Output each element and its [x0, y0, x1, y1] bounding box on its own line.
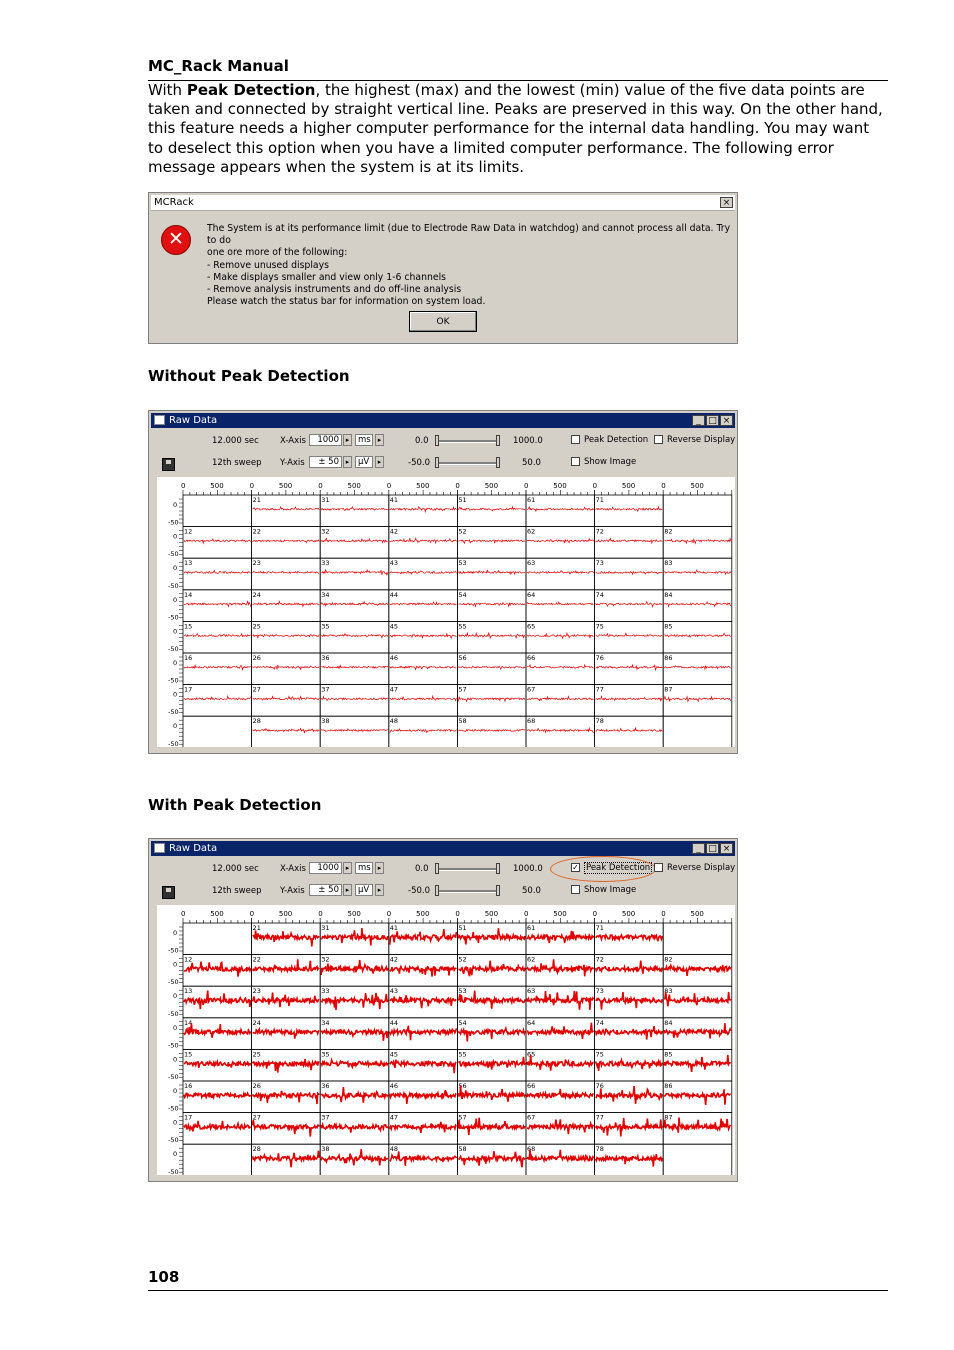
y-tick-label: -50 — [168, 518, 179, 527]
channel-label: 23 — [252, 987, 261, 996]
channel-label: 46 — [389, 654, 399, 662]
channel-label: 67 — [527, 1113, 536, 1122]
save-icon[interactable] — [162, 458, 175, 471]
intro-with: With — [148, 81, 187, 99]
channel-label: 68 — [527, 1145, 536, 1154]
x-tick-label: 500 — [347, 482, 361, 490]
channel-label: 38 — [321, 1145, 330, 1154]
channel-label: 53 — [458, 987, 467, 996]
y-axis-unit-select[interactable]: µV — [355, 456, 373, 468]
x-range-slider[interactable] — [435, 440, 499, 443]
y-range-slider[interactable] — [435, 890, 499, 893]
channel-label: 34 — [321, 590, 330, 599]
x-tick-label: 500 — [278, 482, 293, 490]
channel-label: 71 — [595, 924, 604, 932]
y-tick-label: 0 — [173, 1087, 178, 1095]
x-tick-label: 0 — [386, 482, 392, 490]
channel-label: 46 — [389, 1082, 399, 1090]
channel-label: 34 — [321, 1018, 330, 1027]
error-dialog — [148, 192, 738, 344]
window-icon — [154, 415, 165, 425]
channel-label: 14 — [184, 590, 193, 599]
channel-label: 83 — [664, 987, 673, 996]
reverse-display-checkbox[interactable] — [654, 863, 663, 872]
y-tick-label: 0 — [173, 532, 178, 541]
channel-label: 22 — [252, 527, 261, 536]
x-tick-label: 0 — [318, 910, 323, 918]
x-tick-label: 0 — [386, 910, 392, 918]
channel-label: 35 — [321, 1050, 330, 1059]
x-axis-input[interactable]: 1000 — [309, 862, 342, 874]
channel-label: 77 — [595, 685, 604, 694]
plot-background — [157, 905, 735, 1175]
y-tick-label: 0 — [173, 1150, 178, 1159]
x-tick-label: 500 — [621, 910, 636, 918]
channel-label: 86 — [664, 1082, 673, 1090]
show-image-label: Show Image — [584, 885, 637, 895]
channel-label: 78 — [595, 717, 604, 726]
y-slider-thumb[interactable] — [496, 885, 500, 896]
y-tick-label: -50 — [168, 1073, 179, 1081]
channel-label: 31 — [321, 924, 330, 932]
close-icon[interactable]: × — [720, 415, 733, 426]
y-axis-label: Y-Axis — [280, 458, 305, 468]
x-tick-label: 500 — [690, 910, 704, 918]
channel-label: 16 — [184, 654, 193, 662]
channel-label: 42 — [389, 527, 399, 536]
channel-label: 55 — [458, 622, 467, 631]
x-tick-label: 0 — [181, 482, 186, 490]
channel-label: 17 — [184, 685, 193, 694]
channel-label: 61 — [527, 496, 536, 504]
channel-label: 42 — [389, 955, 399, 964]
channel-label: 73 — [595, 987, 604, 996]
highlight-ring — [550, 856, 656, 882]
raw-data-titlebar — [151, 413, 735, 428]
channel-label: 63 — [527, 987, 536, 996]
y-min-value: -50.0 — [408, 886, 430, 896]
x-tick-label: 500 — [210, 482, 224, 490]
raw-data-title: Raw Data — [169, 843, 218, 854]
channel-label: 13 — [184, 987, 193, 996]
channel-label: 12 — [184, 955, 193, 964]
channel-label: 16 — [184, 1082, 193, 1090]
ok-button[interactable]: OK — [409, 311, 477, 332]
y-tick-label: 0 — [173, 722, 178, 731]
channel-label: 45 — [389, 1050, 399, 1059]
channel-label: 41 — [389, 496, 399, 504]
y-tick-label: 0 — [173, 659, 178, 667]
peak-detection-label: Peak Detection — [584, 435, 649, 445]
close-icon[interactable]: × — [720, 843, 733, 854]
channel-label: 52 — [458, 527, 467, 536]
peak-detection-label: Peak Detection — [586, 863, 651, 873]
section-without-peak: Without Peak Detection — [148, 367, 350, 385]
channel-label: 24 — [252, 590, 261, 599]
reverse-display-label: Reverse Display — [667, 435, 736, 445]
channel-label: 32 — [321, 527, 330, 536]
x-tick-label: 0 — [249, 482, 255, 490]
peak-detection-checkbox[interactable]: ✓ — [572, 863, 579, 872]
x-unit-spin-icon[interactable]: ▸ — [375, 862, 384, 874]
channel-label: 62 — [527, 527, 536, 536]
channel-label: 47 — [389, 685, 399, 694]
x-tick-label: 500 — [347, 910, 361, 918]
channel-label: 36 — [321, 1082, 330, 1090]
dialog-line: one ore more of the following: — [207, 247, 348, 259]
y-tick-label: -50 — [168, 946, 179, 955]
x-tick-label: 0 — [249, 910, 255, 918]
channel-label: 35 — [321, 622, 330, 631]
x-slider-thumb[interactable] — [496, 863, 500, 874]
channel-label: 76 — [595, 654, 604, 662]
channel-label: 31 — [321, 496, 330, 504]
close-icon[interactable]: × — [720, 197, 733, 208]
channel-label: 15 — [184, 1050, 193, 1059]
channel-label: 62 — [527, 955, 536, 964]
channel-label: 44 — [389, 1018, 399, 1027]
y-tick-label: 0 — [173, 1118, 178, 1127]
x-tick-label: 500 — [621, 482, 636, 490]
y-tick-label: 0 — [173, 627, 178, 636]
sweep-readout: 12th sweep — [212, 458, 262, 468]
channel-label: 57 — [458, 685, 467, 694]
x-tick-label: 500 — [553, 482, 567, 490]
x-tick-label: 0 — [524, 910, 529, 918]
raw-data-window-with-peak — [148, 838, 738, 1182]
dialog-line: - Remove unused displays — [207, 259, 329, 271]
y-tick-label: 0 — [173, 501, 178, 509]
channel-label: 48 — [389, 717, 399, 726]
channel-label: 53 — [458, 559, 467, 568]
x-tick-label: 500 — [416, 482, 430, 490]
x-axis-spin-icon[interactable]: ▸ — [343, 434, 352, 446]
channel-label: 85 — [664, 622, 673, 631]
y-range-slider[interactable] — [435, 462, 499, 465]
y-axis-spin-icon[interactable]: ▸ — [343, 884, 352, 896]
channel-label: 76 — [595, 1082, 604, 1090]
channel-label: 54 — [458, 1018, 467, 1027]
show-image-checkbox[interactable] — [571, 457, 580, 466]
channel-label: 41 — [389, 924, 399, 932]
channel-label: 47 — [389, 1113, 399, 1122]
channel-label: 43 — [389, 987, 399, 996]
channel-label: 27 — [252, 1113, 261, 1122]
section-with-peak: With Peak Detection — [148, 796, 322, 814]
channel-label: 72 — [595, 955, 604, 964]
reverse-display-label: Reverse Display — [667, 863, 736, 873]
y-tick-label: -50 — [168, 708, 179, 717]
channel-label: 51 — [458, 924, 467, 932]
channel-label: 66 — [527, 654, 536, 662]
show-image-label: Show Image — [584, 457, 637, 467]
channel-label: 44 — [389, 590, 399, 599]
y-tick-label: -50 — [168, 1167, 179, 1175]
channel-label: 78 — [595, 1145, 604, 1154]
x-tick-label: 0 — [592, 910, 598, 918]
channel-label: 65 — [527, 1050, 536, 1059]
channel-label: 74 — [595, 1018, 604, 1027]
channel-label: 12 — [184, 527, 193, 536]
channel-label: 86 — [664, 654, 673, 662]
channel-label: 52 — [458, 955, 467, 964]
channel-label: 87 — [664, 1113, 673, 1122]
channel-label: 21 — [252, 496, 261, 504]
x-tick-label: 500 — [278, 910, 293, 918]
y-tick-label: -50 — [168, 645, 179, 653]
x-max-value: 1000.0 — [513, 864, 543, 874]
channel-label: 77 — [595, 1113, 604, 1122]
y-tick-label: 0 — [173, 690, 178, 699]
channel-label: 75 — [595, 622, 604, 631]
y-tick-label: -50 — [168, 676, 179, 685]
intro-peak-detection: Peak Detection — [186, 81, 316, 99]
channel-label: 15 — [184, 622, 193, 631]
dialog-title: MCRack — [154, 197, 194, 208]
x-tick-label: 0 — [661, 910, 666, 918]
x-tick-label: 500 — [210, 910, 224, 918]
channel-label: 26 — [252, 654, 261, 662]
x-axis-unit-select[interactable]: ms — [355, 434, 373, 446]
x-min-value: 0.0 — [415, 864, 429, 874]
y-axis-input[interactable]: ± 50 — [309, 884, 342, 896]
y-tick-label: 0 — [173, 929, 178, 937]
channel-label: 67 — [527, 685, 536, 694]
x-unit-spin-icon[interactable]: ▸ — [375, 434, 384, 446]
channel-label: 33 — [321, 559, 330, 568]
channel-label: 37 — [321, 1113, 330, 1122]
y-slider-thumb[interactable] — [496, 457, 500, 468]
time-readout: 12.000 sec — [212, 864, 259, 874]
x-tick-label: 0 — [661, 482, 666, 490]
channel-label: 85 — [664, 1050, 673, 1059]
channel-label: 66 — [527, 1082, 536, 1090]
y-tick-label: -50 — [168, 1104, 179, 1113]
y-axis-label: Y-Axis — [280, 886, 305, 896]
channel-label: 17 — [184, 1113, 193, 1122]
channel-label: 26 — [252, 1082, 261, 1090]
channel-label: 48 — [389, 1145, 399, 1154]
dialog-message — [207, 223, 732, 308]
footer-rule — [148, 1290, 888, 1291]
y-tick-label: -50 — [168, 978, 179, 987]
minimize-icon[interactable]: _ — [692, 415, 705, 426]
x-tick-label: 500 — [484, 910, 499, 918]
x-axis-input[interactable]: 1000 — [309, 434, 342, 446]
channel-label: 43 — [389, 559, 399, 568]
channel-label: 56 — [458, 1082, 467, 1090]
y-max-value: 50.0 — [522, 458, 541, 468]
y-axis-spin-icon[interactable]: ▸ — [343, 456, 352, 468]
channel-label: 14 — [184, 1018, 193, 1027]
channel-label: 75 — [595, 1050, 604, 1059]
channel-label: 13 — [184, 559, 193, 568]
channel-label: 64 — [527, 590, 536, 599]
y-unit-spin-icon[interactable]: ▸ — [375, 456, 384, 468]
raw-data-window-without-peak — [148, 410, 738, 754]
y-axis-unit-select[interactable]: µV — [355, 884, 373, 896]
channel-label: 84 — [664, 590, 673, 599]
channel-label: 28 — [252, 1145, 261, 1154]
channel-label: 55 — [458, 1050, 467, 1059]
x-min-value: 0.0 — [415, 436, 429, 446]
manual-title: MC_Rack Manual — [148, 57, 289, 75]
y-axis-input[interactable]: ± 50 — [309, 456, 342, 468]
channel-label: 21 — [252, 924, 261, 932]
page-number: 108 — [148, 1268, 180, 1286]
reverse-display-checkbox[interactable] — [654, 435, 663, 444]
channel-label: 83 — [664, 559, 673, 568]
intro-paragraph — [148, 81, 888, 177]
dialog-titlebar — [151, 195, 735, 211]
channel-label: 65 — [527, 622, 536, 631]
channel-label: 22 — [252, 955, 261, 964]
channel-label: 37 — [321, 685, 330, 694]
x-tick-label: 500 — [416, 910, 430, 918]
error-icon: ✕ — [161, 225, 191, 255]
x-tick-label: 500 — [553, 910, 567, 918]
dialog-line: The System is at its performance limit (due to Electrode Raw Data in watchdog) and cannot process all data. Try to do — [207, 223, 731, 247]
x-tick-label: 0 — [524, 482, 529, 490]
x-tick-label: 0 — [318, 482, 323, 490]
x-tick-label: 0 — [455, 910, 460, 918]
channel-label: 73 — [595, 559, 604, 568]
x-slider-thumb[interactable] — [435, 863, 439, 874]
channel-label: 23 — [252, 559, 261, 568]
channel-label: 54 — [458, 590, 467, 599]
raw-data-title: Raw Data — [169, 415, 218, 426]
y-slider-thumb[interactable] — [435, 885, 439, 896]
maximize-icon[interactable]: □ — [706, 415, 719, 426]
y-tick-label: 0 — [173, 564, 178, 573]
x-axis-label: X-Axis — [280, 864, 306, 874]
y-slider-thumb[interactable] — [435, 457, 439, 468]
x-slider-thumb[interactable] — [496, 435, 500, 446]
y-tick-label: 0 — [173, 960, 178, 969]
channel-label: 82 — [664, 527, 673, 536]
channel-label: 51 — [458, 496, 467, 504]
y-tick-label: 0 — [173, 595, 178, 604]
minimize-icon[interactable]: _ — [692, 843, 705, 854]
x-range-slider[interactable] — [435, 868, 499, 871]
channel-label: 71 — [595, 496, 604, 504]
channel-label: 72 — [595, 527, 604, 536]
channel-label: 82 — [664, 955, 673, 964]
channel-label: 58 — [458, 1145, 467, 1154]
channel-label: 87 — [664, 685, 673, 694]
x-tick-label: 500 — [690, 482, 704, 490]
y-tick-label: -50 — [168, 1136, 179, 1145]
y-unit-spin-icon[interactable]: ▸ — [375, 884, 384, 896]
y-tick-label: 0 — [173, 1055, 178, 1064]
y-tick-label: -50 — [168, 739, 179, 747]
channel-grid — [157, 477, 735, 747]
x-max-value: 1000.0 — [513, 436, 543, 446]
y-tick-label: -50 — [168, 1009, 179, 1018]
save-icon[interactable] — [162, 886, 175, 899]
channel-label: 27 — [252, 685, 261, 694]
channel-label: 25 — [252, 622, 261, 631]
channel-label: 84 — [664, 1018, 673, 1027]
x-tick-label: 500 — [484, 482, 499, 490]
channel-label: 56 — [458, 654, 467, 662]
channel-label: 68 — [527, 717, 536, 726]
channel-label: 28 — [252, 717, 261, 726]
channel-label: 36 — [321, 654, 330, 662]
dialog-line: - Make displays smaller and view only 1-6 channels — [207, 271, 447, 283]
channel-label: 25 — [252, 1050, 261, 1059]
y-tick-label: -50 — [168, 550, 179, 559]
channel-label: 63 — [527, 559, 536, 568]
time-readout: 12.000 sec — [212, 436, 259, 446]
x-axis-unit-select[interactable]: ms — [355, 862, 373, 874]
channel-label: 61 — [527, 924, 536, 932]
peak-detection-checkbox[interactable] — [571, 435, 580, 444]
dialog-line: - Remove analysis instruments and do off-line analysis — [207, 284, 462, 296]
x-axis-label: X-Axis — [280, 436, 306, 446]
plot-background — [157, 477, 735, 747]
maximize-icon[interactable]: □ — [706, 843, 719, 854]
y-tick-label: -50 — [168, 1041, 179, 1050]
x-axis-spin-icon[interactable]: ▸ — [343, 862, 352, 874]
channel-label: 57 — [458, 1113, 467, 1122]
dialog-line: Please watch the status bar for information on system load. — [207, 296, 486, 308]
show-image-checkbox[interactable] — [571, 885, 580, 894]
y-max-value: 50.0 — [522, 886, 541, 896]
y-tick-label: -50 — [168, 613, 179, 622]
channel-label: 64 — [527, 1018, 536, 1027]
window-icon — [154, 843, 165, 853]
sweep-readout: 12th sweep — [212, 886, 262, 896]
y-tick-label: 0 — [173, 992, 178, 1001]
y-tick-label: -50 — [168, 581, 179, 590]
channel-grid — [157, 905, 735, 1175]
x-tick-label: 0 — [455, 482, 460, 490]
channel-label: 38 — [321, 717, 330, 726]
x-tick-label: 0 — [181, 910, 186, 918]
channel-label: 33 — [321, 987, 330, 996]
x-slider-thumb[interactable] — [435, 435, 439, 446]
channel-label: 58 — [458, 717, 467, 726]
raw-data-titlebar — [151, 841, 735, 856]
y-min-value: -50.0 — [408, 458, 430, 468]
channel-label: 24 — [252, 1018, 261, 1027]
x-tick-label: 0 — [592, 482, 598, 490]
intro-rest: , the highest (max) and the lowest (min) value of the five data points are taken and connected by straight vertical line. Peaks are preserved in this way. On the other hand, this feature needs a higher computer performance for the internal data handling. You may want to deselect this option when you have a limited computer performance. The following error message appears when the system is at its limits. — [148, 81, 883, 176]
channel-label: 32 — [321, 955, 330, 964]
channel-label: 45 — [389, 622, 399, 631]
channel-label: 74 — [595, 590, 604, 599]
y-tick-label: 0 — [173, 1023, 178, 1032]
